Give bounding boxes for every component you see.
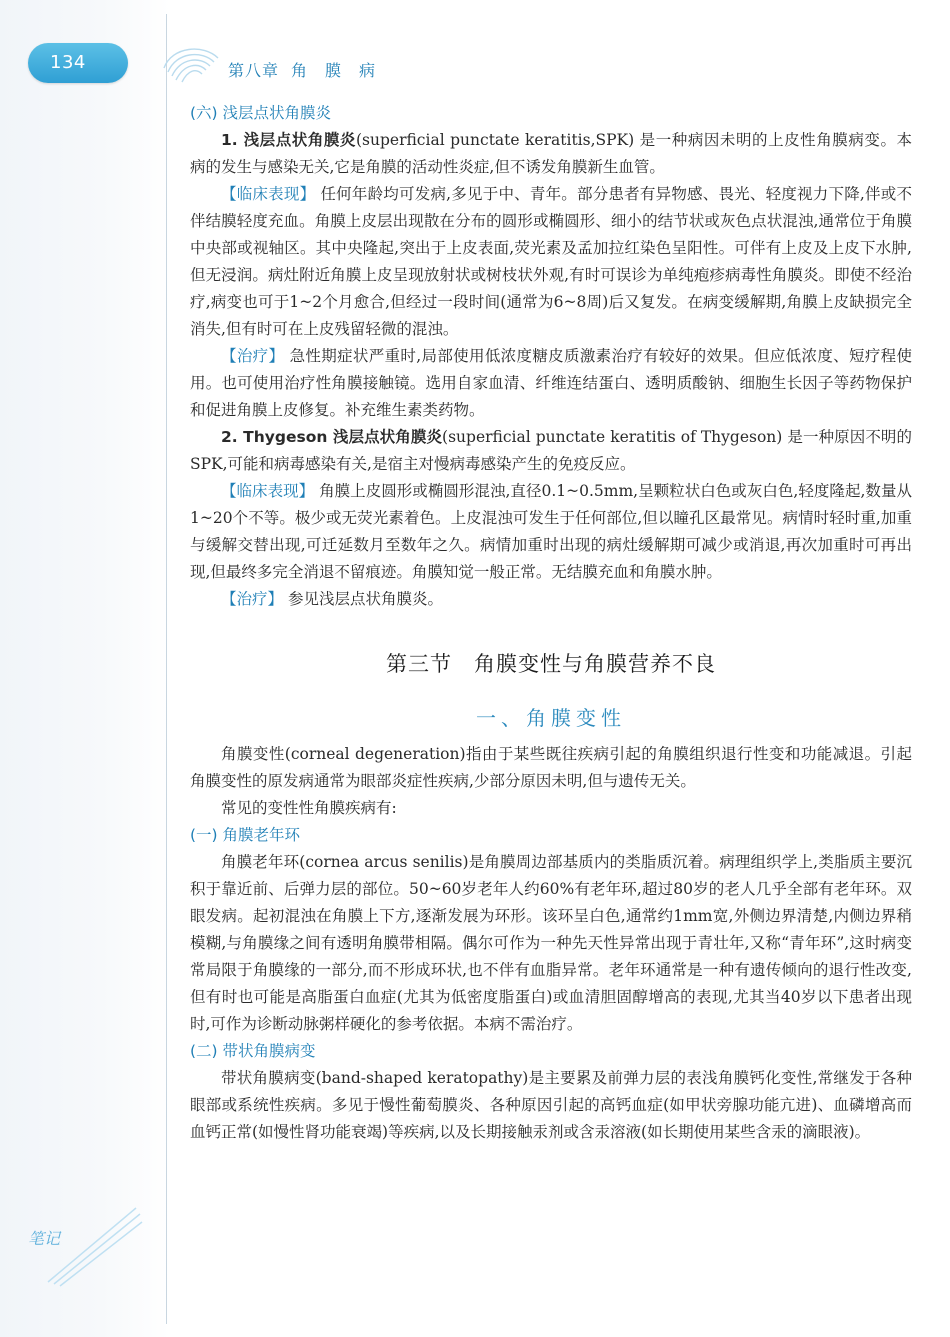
heading-band-keratopathy: (二) 带状角膜病变 <box>190 1042 316 1060</box>
paragraph-arcus-senilis: 角膜老年环(cornea arcus senilis)是角膜周边部基质内的类脂质沉着。病理组织学上,类脂质主要沉积于靠近前、后弹力层的部位。50~60岁老年人约60%有老年环,超过80岁的老人几乎全部有老年环。双眼发病。起初混浊在角膜上下方,逐渐发展为环形。该环呈白色,通常约1mm宽,外侧边界清楚,内侧边界稍模糊,与角膜缘之间有透明角膜带相隔。偶尔可作为一种先天性异常出现于青壮年,又称“青年环”,这时病变常局限于角膜缘的一部分,而不形成环状,也不伴有血脂异常。老年环通常是一种有遗传倾向的退行性改变,但有时也可能是高脂蛋白血症(尤其为低密度脂蛋白)或血清胆固醇增高的表现,尤其当40岁以下患者出现时,可作为诊断动脉粥样硬化的参考依据。本病不需治疗。 <box>190 853 912 1033</box>
paragraph-spk-definition <box>190 127 912 181</box>
tag-clinical: 【临床表现】 <box>221 185 316 203</box>
section-label: 第三节 <box>386 652 452 676</box>
tag-treatment: 【治疗】 <box>221 347 285 365</box>
section-title <box>190 649 912 679</box>
paragraph-thygeson-definition <box>190 424 912 478</box>
page-number: 134 <box>50 52 86 73</box>
paragraph-degeneration-definition: 角膜变性(corneal degeneration)指由于某些既往疾病引起的角膜组织退行性变和功能减退。引起角膜变性的原发病通常为眼部炎症性疾病,少部分原因未明,但与遗传无关。 <box>190 745 912 790</box>
notes-label: 笔记 <box>28 1229 61 1248</box>
section-name: 角膜变性与角膜营养不良 <box>474 652 716 676</box>
paragraph-thygeson-clinical <box>190 478 912 586</box>
heading-arcus-senilis: (一) 角膜老年环 <box>190 826 301 844</box>
margin-rule <box>166 14 167 1324</box>
spk-lead: 1. 浅层点状角膜炎 <box>221 131 356 149</box>
paragraph-thygeson-treatment <box>190 586 912 613</box>
margin-background <box>0 0 170 1337</box>
paragraph-common-diseases: 常见的变性性角膜疾病有: <box>221 799 397 817</box>
paragraph-band-keratopathy: 带状角膜病变(band-shaped keratopathy)是主要累及前弹力层的表浅角膜钙化变性,常继发于各种眼部或系统性疾病。多见于慢性葡萄膜炎、各种原因引起的高钙血症(如甲状旁腺功能亢进)、血磷增高而血钙正常(如慢性肾功能衰竭)等疾病,以及长期接触汞剂或含汞溶液(如长期使用某些含汞的滴眼液)。 <box>190 1069 912 1141</box>
thygeson-lead: 2. Thygeson 浅层点状角膜炎 <box>221 428 443 446</box>
spk-definition-text: (superficial punctate keratitis,SPK) 是一种病因未明的上皮性角膜病变。本病的发生与感染无关,它是角膜的活动性炎症,但不诱发角膜新生血管。 <box>190 131 912 176</box>
paragraph-spk-treatment <box>190 343 912 424</box>
tag-clinical: 【临床表现】 <box>221 482 315 500</box>
tag-treatment: 【治疗】 <box>221 590 284 608</box>
paragraph-spk-clinical <box>190 181 912 343</box>
subsection-title: 一、角膜变性 <box>476 706 626 730</box>
thygeson-treatment-text: 参见浅层点状角膜炎。 <box>283 590 443 608</box>
heading-superficial-punctate-keratitis: (六) 浅层点状角膜炎 <box>190 104 332 122</box>
page-content <box>190 100 912 1146</box>
chapter-label: 第八章 <box>228 61 280 80</box>
spk-clinical-text: 任何年龄均可发病,多见于中、青年。部分患者有异物感、畏光、轻度视力下降,伴或不伴结膜轻度充血。角膜上皮层出现散在分布的圆形或椭圆形、细小的结节状或灰色点状混浊,通常位于角膜中央部或视轴区。其中央隆起,突出于上皮表面,荧光素及孟加拉红染色呈阳性。可伴有上皮及上皮下水肿,但无浸润。病灶附近角膜上皮呈现放射状或树枝状外观,有时可误诊为单纯疱疹病毒性角膜炎。即使不经治疗,病变也可于1~2个月愈合,但经过一段时间(通常为6~8周)后又复发。在病变缓解期,角膜上皮缺损完全消失,但有时可在上皮残留轻微的混浊。 <box>190 185 912 338</box>
chapter-header <box>228 58 376 81</box>
chapter-name: 角 膜 病 <box>291 61 377 80</box>
swirl-decoration-icon <box>158 38 230 88</box>
spk-treatment-text: 急性期症状严重时,局部使用低浓度糖皮质激素治疗有较好的效果。但应低浓度、短疗程使用。也可使用治疗性角膜接触镜。选用自家血清、纤维连结蛋白、透明质酸钠、细胞生长因子等药物保护和促进角膜上皮修复。补充维生素类药物。 <box>190 347 912 419</box>
thygeson-definition-text: (superficial punctate keratitis of Thygeson) 是一种原因不明的SPK,可能和病毒感染有关,是宿主对慢病毒感染产生的免疫反应。 <box>190 428 913 473</box>
thygeson-clinical-text: 角膜上皮圆形或椭圆形混浊,直径0.1~0.5mm,呈颗粒状白色或灰白色,轻度隆起,数量从1~20个不等。极少或无荧光素着色。上皮混浊可发生于任何部位,但以瞳孔区最常见。病情时轻时重,加重与缓解交替出现,可迁延数月至数年之久。病情加重时出现的病灶缓解期可减少或消退,再次加重时可再出现,但最终多完全消退不留痕迹。角膜知觉一般正常。无结膜充血和角膜水肿。 <box>190 482 912 581</box>
